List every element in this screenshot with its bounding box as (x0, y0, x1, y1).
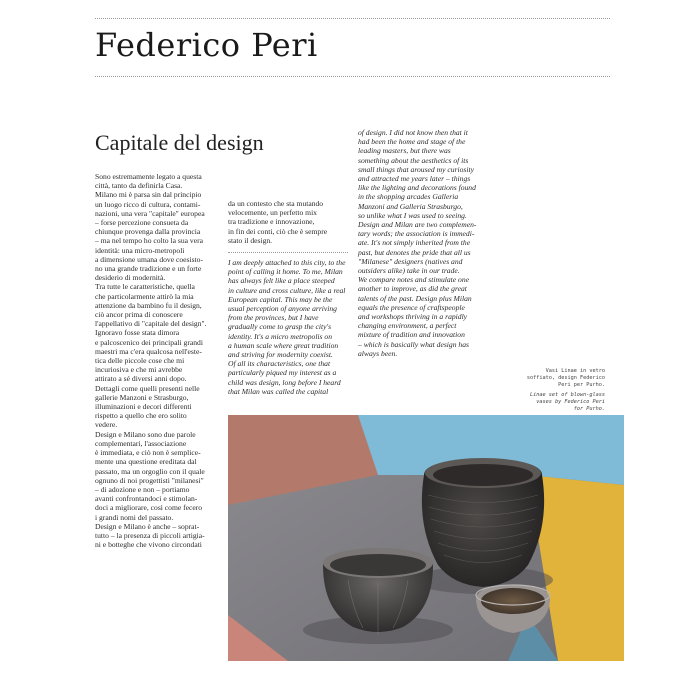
header-rule (95, 76, 610, 77)
vases-photo (228, 415, 624, 661)
english-text-column-2: of design. I did not know then that it had been the home and stage of the leading masters, but there was something about the aesthetics of its small things that aroused my curiosity and attracted me years later – things like the lighting and decorations found in the shopping arcades Galleria Manzoni and Galleria Strasburgo, so unlike what I was used to seeing. Design and Milan are two complemen- tary words; the association is immedi- ate. It's not simply inherited from the past, but denotes the pride that all us "Milanese" designers (natives and outsiders alike) take in our trade. We compare notes and stimulate one another to improve, as did the great talents of the past. Design plus Milan equals the presence of craftspeople and workshops thriving in a rapidly changing environment, a perfect mixture of tradition and innovation – which is basically what design has always been. (358, 128, 477, 358)
vases-illustration (228, 415, 624, 661)
article-title: Capitale del design (95, 130, 264, 155)
designer-name: Federico Peri (95, 26, 318, 64)
english-text-column-1: I am deeply attached to this city, to the point of calling it home. To me, Milan has always felt like a place steeped in culture and cross culture, like a real European capital. This may be the usual perception of anyone arriving from the provinces, but I have gradually come to grasp the city's identity. It's a micro metropolis on a human scale where great tradition and striving for modernity coexist. Of all its characteristics, one that particularly piqued my interest as a child was design, long before I heard that Milan was called the capital (228, 258, 346, 396)
italian-text-column-2: da un contesto che sta mutando velocemente, un perfetto mix tra tradizione e innovazione, in fin dei conti, ciò che è sempre stato il design. (228, 199, 328, 245)
top-rule (95, 18, 610, 19)
caption-italian: Vasi Linae in vetro soffiato, design Federico Peri per Purho. (526, 368, 605, 388)
caption-english: Linae set of blown-glass vases by Federico Peri for Purho. (530, 392, 605, 412)
italian-text-column-1: Sono estremamente legato a questa città, tanto da definirla Casa. Milano mi è parsa sin dal principio un luogo ricco di cultura, contami- nazioni, una vera "capitale" europea – forse percezione consueta da chiunque provenga dalla provincia – ma nel tempo ho colto la sua vera identità: una micro-metropoli a dimensione umana dove coesisto- no una grande tradizione e un forte desiderio di modernità. Tra tutte le caratteristiche, quella che particolarmente attirò la mia attenzione da bambino fu il design, ciò ancor prima di conoscere l'appellativo di "capitale del design". Ignoravo fosse stata dimora e palcoscenico dei principali grandi maestri ma c'era qualcosa nell'este- tica delle piccole cose che mi incuriosiva e che mi avrebbe attirato a sé diversi anni dopo. Dettagli come quelli presenti nelle gallerie Manzoni e Strasburgo, illuminazioni e decori differenti rispetto a quello che ero solito vedere. Design e Milano sono due parole complementari, l'associazione è immediata, e ciò non è semplice- mente una questione ereditata dal passato, ma un orgoglio con il quale ognuno di noi progettisti "milanesi" – di adozione e non – portiamo avanti confrontandoci e stimolan- doci a migliorare, così come fecero i grandi nomi del passato. Design e Milano è anche – soprat- tutto – la presenza di piccoli artigia- ni e botteghe che vivono circondati (95, 172, 207, 550)
column-divider (228, 252, 348, 253)
